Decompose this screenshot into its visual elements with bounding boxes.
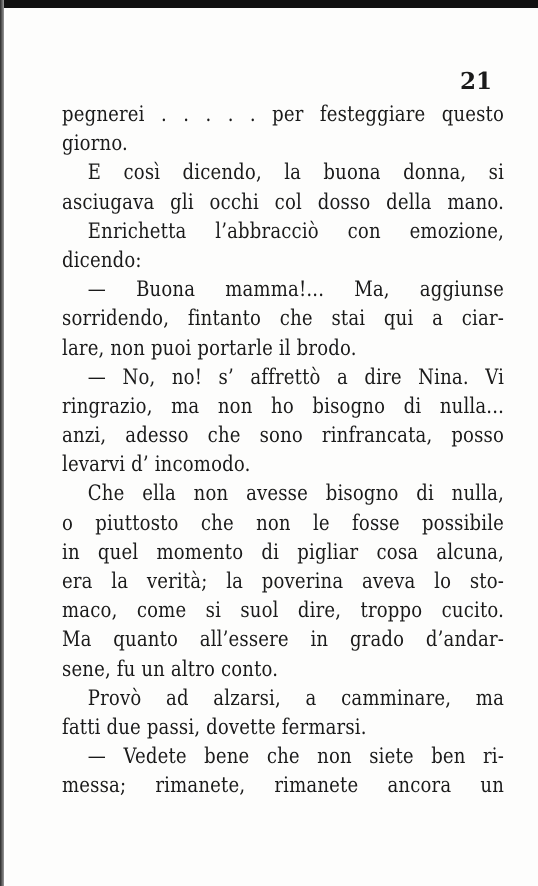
scan-border-top xyxy=(0,0,538,8)
text-line: fatti due passi, dovette fermarsi. xyxy=(62,714,367,739)
text-line: o piuttosto che non le fosse possibile xyxy=(62,510,505,535)
text-line: pegnerei . . . . . per festeggiare questo xyxy=(62,102,505,126)
text-line: E così dicendo, la buona donna, si xyxy=(87,160,505,185)
text-line: — Buona mamma!... Ma, aggiunse xyxy=(87,277,505,302)
text-line: Che ella non avesse bisogno di nulla, xyxy=(87,481,505,506)
text-line: Ma quanto all’essere in grado d’andar- xyxy=(62,627,505,652)
text-line: anzi, adesso che sono rinfrancata, posso xyxy=(62,423,505,448)
text-line: messa; rimanete, rimanete ancora un xyxy=(62,773,505,798)
text-line: maco, come si suol dire, troppo cucito. xyxy=(62,598,505,623)
scan-border-left xyxy=(0,0,4,886)
text-line: levarvi d’ incomodo. xyxy=(62,452,251,477)
text-line: Provò ad alzarsi, a camminare, ma xyxy=(87,685,505,710)
text-line: Enrichetta l’abbracciò con emozione, xyxy=(87,218,505,243)
text-line: — Vedete bene che non siete ben ri- xyxy=(87,744,505,769)
text-line: era la verità; la poverina aveva lo sto- xyxy=(62,569,505,593)
text-line: giorno. xyxy=(62,131,128,156)
text-line: sene, fu un altro conto. xyxy=(62,656,279,681)
book-page xyxy=(6,8,538,886)
body-text xyxy=(62,100,504,801)
page-number: 21 xyxy=(459,68,492,95)
text-line: dicendo: xyxy=(62,247,142,272)
text-line: asciugava gli occhi col dosso della mano. xyxy=(62,189,505,214)
text-line: sorridendo, fintanto che stai qui a ciar- xyxy=(62,306,505,331)
text-line: ringrazio, ma non ho bisogno di nulla... xyxy=(62,393,505,418)
text-line: in quel momento di pigliar cosa alcuna, xyxy=(62,539,505,564)
text-line: — No, no! s’ affrettò a dire Nina. Vi xyxy=(87,364,505,389)
text-line: lare, non puoi portarle il brodo. xyxy=(62,335,357,360)
